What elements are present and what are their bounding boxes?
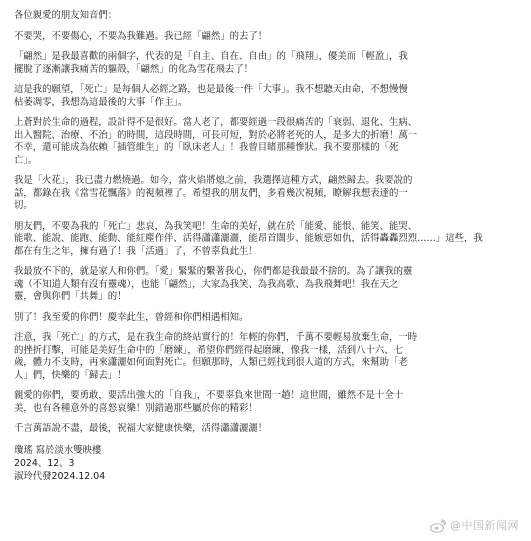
paragraph-line: 魂（不知道人類有沒有靈魂），也能「翩然」，大家為我笑、為我高歌、為我飛舞吧！我在天之 [14, 278, 399, 290]
paragraph-line: 都在有生之年，擁有過了！我「活過」了，不曾辜負此生！ [14, 245, 258, 257]
paragraph-line: 亡」。 [14, 154, 38, 166]
paragraph-line: 不要哭，不要傷心，不要為我難過。我已經「翩然」的去了！ [14, 30, 268, 42]
paragraph-line: 別了！我至愛的你們！慶幸此生，曾經和你們相遇相知。 [14, 311, 249, 323]
paragraph-line: 出入醫院、治療、不治」的時間，這段時間，可長可短，對於必將老死的人，是多大的折磨！萬一 [14, 129, 418, 141]
paragraph-line: 「翩然」是我最喜歡的兩個字，代表的是「自主、自在、自由」的「飛翔」，優美而「輕盈」，我 [14, 51, 408, 62]
paragraph [14, 332, 517, 382]
paragraph-line: 我最放不下的，就是家人和你們。「愛」緊緊的繫著我心，你們都是我最最不捨的。為了讓我的靈 [14, 266, 413, 277]
paragraph [14, 266, 517, 304]
paragraph-line: 話，都錄在我《當雪花飄落》的視頻裡了。希望我的朋友們，多看幾次視頻，瞭解我想表達的一 [14, 187, 408, 199]
paragraph-line: 注意，我「死亡」的方式，是在我生命的終站實行的！年輕的你們，千萬不要輕易放棄生命，一時 [14, 332, 418, 343]
paragraph-line: 美，也有各種意外的喜怒哀樂！別錯過那些屬於你的精彩！ [14, 402, 258, 414]
paragraph [14, 117, 517, 167]
greeting-line: 各位親愛的朋友知音們： [14, 10, 118, 21]
paragraph-line: 千言萬語說不盡，最後，祝福大家健康快樂，活得瀟瀟灑灑！ [14, 423, 268, 434]
paragraph-line: 不幸，還可能成為依賴「插管維生」的「臥床老人」！我曾目睹那種慘狀。我不要那樣的「死 [14, 142, 399, 153]
watermark [430, 519, 519, 533]
letter-body [14, 31, 517, 436]
signature-block [14, 444, 517, 483]
paragraph [14, 312, 517, 325]
paragraph [14, 175, 517, 213]
paragraph-line: 歲，體力不支時，再來瀟灑如何面對死亡。但願那時，人類已經找到很人道的方式，來幫助「老 [14, 357, 408, 368]
weibo-logo-icon [430, 519, 446, 533]
paragraph-line: 這是我的願望，「死亡」是每個人必經之路，也是最後一件「大事」。我不想聽天由命，不想慢慢 [14, 84, 408, 95]
paragraph-line: 能歌、能說、能跑、能動、能紅塵作伴、活得瀟瀟灑灑，能昂首闊步、能嫉惡如仇，活得轟轟烈烈……」這些，我 [14, 233, 483, 244]
paragraph-line: 枯萎凋零，我想為這最後的大事「作主」。 [14, 96, 188, 108]
signature-posted-by: 淑玲代發2024.12.04 [14, 470, 106, 482]
paragraph-line: 親愛的你們，要勇敢，要活出強大的「自我」，不要辜負來世間一趟！這世間，雖然不是十全十 [14, 390, 404, 401]
paragraph-line: 切。 [14, 200, 33, 211]
paragraph [14, 390, 517, 415]
watermark-text: @中国新闻网 [450, 518, 519, 532]
paragraph [14, 84, 517, 109]
paragraph [14, 423, 517, 436]
signature-date: 2024、12、3 [14, 457, 75, 469]
paragraph-line: 靈，會與你們「共舞」的！ [14, 291, 127, 302]
paragraph [14, 221, 517, 259]
paragraph-line: 我是「火花」，我已盡力燃燒過。如今，當火焰將熄之前，我選擇這種方式，翩然歸去。我要說的 [14, 175, 413, 186]
paragraph-line: 朋友們，不要為我的「死亡」悲哀，為我笑吧！生命的美好，就在於「能愛、能恨、能笑、能哭、 [14, 220, 418, 232]
paragraph [14, 51, 517, 76]
signature-author: 瓊瑤 寫於淡水雙映樓 [14, 444, 102, 456]
paragraph [14, 31, 517, 44]
paragraph-line: 人」們，快樂的「歸去」！ [14, 369, 127, 381]
paragraph-line: 上蒼對於生命的過程，設計得不是很好。當人老了，都要經過一段很痛苦的「衰弱、退化、生病、 [14, 117, 418, 128]
greeting [14, 10, 517, 23]
paragraph-line: 的挫折打擊，可能是美好生命中的「磨練」，希望你們經得起磨練，像我一樣，活到八十六、七 [14, 344, 404, 356]
paragraph-line: 擺脫了逐漸讓我痛苦的軀殼，「翩然」的化為雪花飛去了！ [14, 63, 254, 75]
